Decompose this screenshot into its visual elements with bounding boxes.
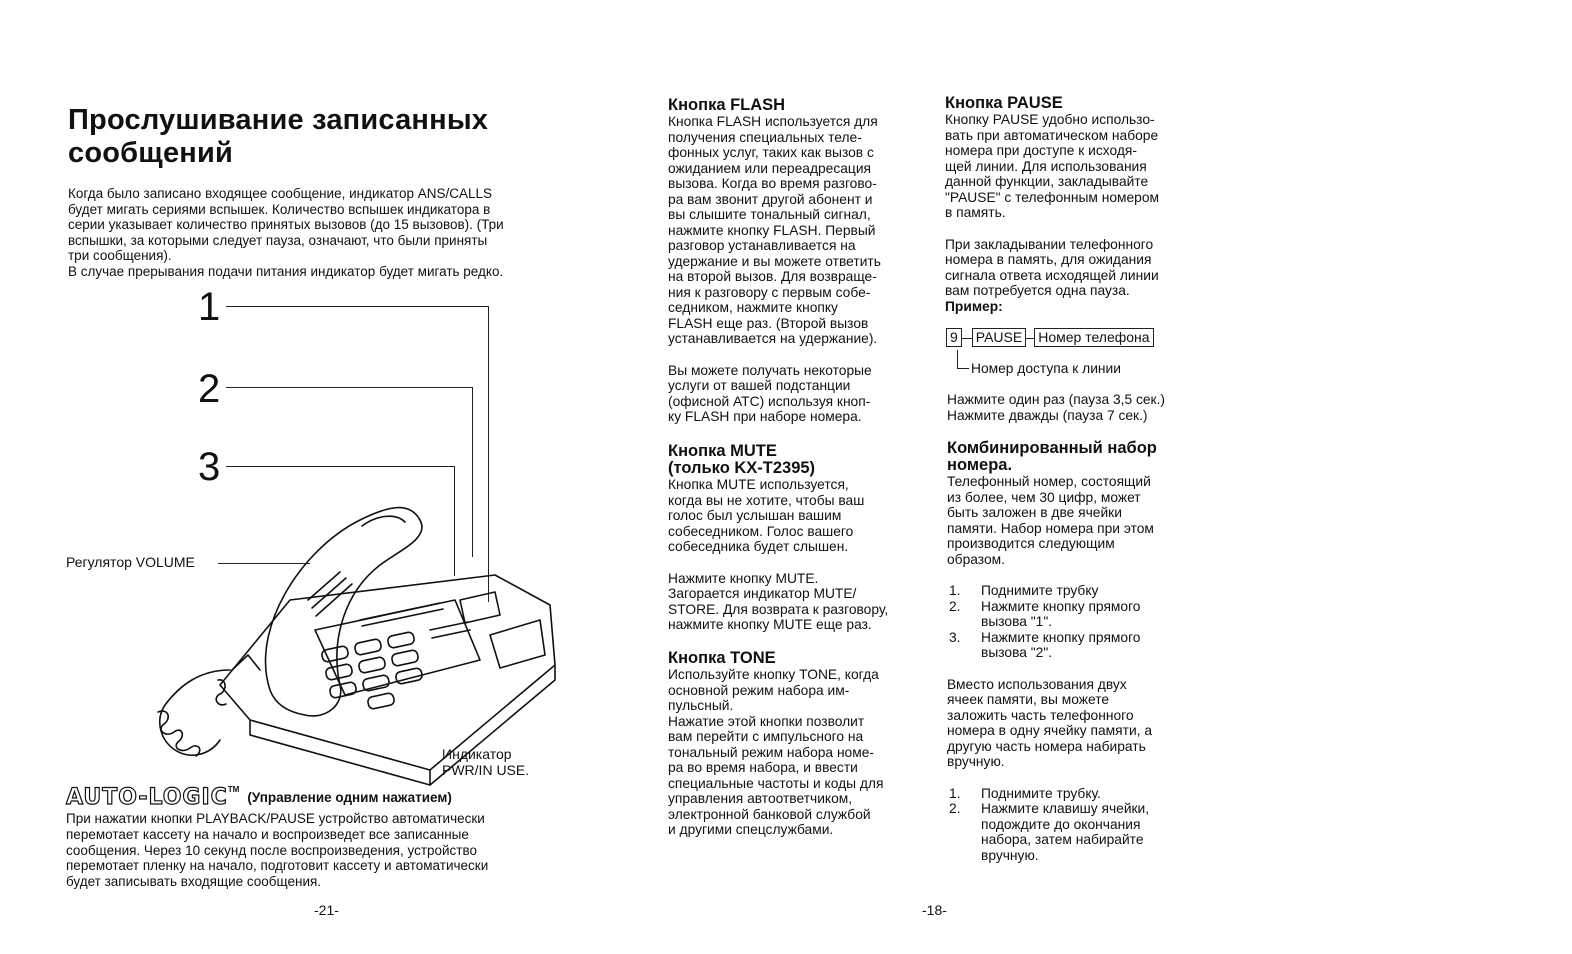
combined-line: номера в одну ячейку памяти, а [947, 723, 1152, 738]
flash-line: ра вам звонит другой абонент и [668, 191, 873, 207]
page-title: Прослушивание записанных сообщений [68, 104, 489, 169]
volume-label: Регулятор VOLUME [66, 554, 195, 570]
flash-line: услуги от вашей подстанции [668, 378, 851, 393]
access-note: Номер доступа к линии [971, 361, 1121, 376]
leader-line-2 [226, 387, 472, 388]
combined-line: ячеек памяти, вы можете [947, 692, 1110, 707]
auto-line: перемотает пленку на начало, подготовит кассету и автоматически [66, 858, 489, 874]
pause-line: в память. [945, 205, 1006, 220]
tone-line: тональный режим набора номе- [668, 744, 874, 760]
auto-line: будет записывать входящие сообщения. [66, 874, 322, 890]
tone-line: специальные частоты и коды для [668, 775, 884, 791]
combined-steps-2 [947, 786, 1217, 864]
mute-line: Кнопка MUTE используется, [668, 477, 849, 492]
flash-line: удержание и вы можете ответить [668, 253, 881, 269]
example-label: Пример: [945, 298, 1003, 314]
mute-section [668, 443, 933, 633]
indicator-label-line: Индикатор [442, 746, 512, 762]
flash-line: Кнопка FLASH используется для [668, 114, 878, 129]
volume-leader [218, 563, 310, 564]
telephone-illustration [100, 480, 560, 790]
example-pause-box: PAUSE [972, 328, 1026, 347]
mute-line: Загорается индикатор MUTE/ [668, 586, 857, 601]
flash-line: ния к разговору с первым собе- [668, 284, 871, 300]
mute-line: STORE. Для возврата к разговору, [668, 601, 889, 617]
example-digit-box: 9 [946, 328, 962, 347]
flash-line: вызова. Когда во время разгово- [668, 176, 877, 191]
auto-line: сообщения. Через 10 секунд после воспроизведения, устройство [66, 842, 478, 858]
tone-heading: Кнопка TONE [668, 649, 776, 667]
pause-line: Кнопку PAUSE удобно использо- [945, 112, 1155, 127]
mute-heading: Кнопка MUTE [668, 442, 777, 460]
trademark-mark: TM [227, 785, 240, 794]
list-item: 2. Нажмите клавишу ячейки, подождите до окончания набора, затем набирайте вручную. [949, 801, 1150, 863]
mute-heading-model: (только KX-T2395) [668, 459, 816, 477]
combined-line: из более, чем 30 цифр, может [947, 489, 1141, 505]
list-item: 3. Нажмите кнопку прямого вызова "2". [949, 629, 1141, 660]
mute-line: нажмите кнопку MUTE еще раз. [668, 617, 872, 632]
pause-line: вать при автоматическом наборе [945, 127, 1159, 143]
pause-line: номера при доступе к исходя- [945, 143, 1137, 158]
combined-steps [947, 583, 1217, 661]
flash-line: устанавливается на удержание). [668, 331, 878, 346]
leader-line-3 [226, 466, 454, 467]
phone-keys [321, 631, 423, 709]
auto-logic-heading [66, 785, 626, 811]
pause-line: "PAUSE" с телефонным номером [945, 189, 1159, 205]
example-number-box: Номер телефона [1034, 328, 1153, 347]
flash-heading: Кнопка FLASH [668, 96, 786, 114]
auto-line: перемотает кассету на начало и воспроизведет все записанные [66, 826, 469, 842]
tone-line: ра во время набора, и ввести [668, 760, 858, 775]
combined-line: производится следующим [947, 536, 1115, 551]
tone-line: управления автоответчиком, [668, 791, 853, 806]
tone-line: основной режим набора им- [668, 682, 850, 698]
flash-line: (офисной АТС) используя кноп- [668, 393, 871, 409]
mute-line: когда вы не хотите, чтобы ваш [668, 492, 865, 508]
intro-line: В случае прерывания подачи питания индикатор будет мигать редко. [68, 263, 504, 279]
flash-line: получения специальных теле- [668, 129, 862, 145]
flash-line: фонных услуг, таких как вызов с [668, 145, 874, 160]
pause-line: номера в память, для ожидания [945, 252, 1152, 267]
pause-heading: Кнопка PAUSE [945, 94, 1063, 112]
pause-line: данной функции, закладывайте [945, 174, 1149, 189]
combined-heading-2: номера. [947, 456, 1013, 474]
pause-line: сигнала ответа исходящей линии [945, 267, 1159, 283]
combined-line: другую часть номера набирать [947, 738, 1146, 754]
access-leader [957, 350, 958, 368]
intro-paragraph [68, 186, 598, 279]
flash-line: Вы можете получать некоторые [668, 362, 872, 378]
flash-line: нажмите кнопку FLASH. Первый [668, 222, 876, 238]
tone-line: электронной банковой службой [668, 806, 871, 822]
combined-section [947, 440, 1217, 863]
leader-line-1 [226, 306, 488, 307]
flash-section [668, 97, 933, 425]
flash-line: ожиданием или переадресация [668, 160, 872, 176]
callout-1: 1 [198, 285, 221, 329]
auto-logic-subtitle: (Управление одним нажатием) [247, 790, 452, 805]
combined-line: заложить часть телефонного [947, 707, 1134, 723]
indicator-label [442, 746, 529, 778]
combined-line: Телефонный номер, состоящий [947, 474, 1151, 489]
flash-line: вы слышите тональный сигнал, [668, 207, 871, 222]
combined-line: Вместо использования двух [947, 676, 1127, 692]
press-twice: Нажмите дважды (пауза 7 сек.) [947, 407, 1148, 423]
tone-line: и другими спецслужбами. [668, 822, 834, 837]
tone-section [668, 650, 933, 838]
pause-line: вам потребуется одна пауза. [945, 283, 1130, 298]
combined-line: образом. [947, 551, 1005, 567]
pause-section [945, 95, 1215, 314]
pause-line: щей линии. Для использования [945, 158, 1147, 174]
auto-logic-paragraph [66, 811, 586, 890]
mute-line: собеседника будет слышен. [668, 539, 849, 554]
flash-line: на второй вызов. Для возвраще- [668, 269, 877, 284]
intro-line: серии указывает количество принятых вызовов (до 15 вызовов). (Три [68, 217, 504, 232]
tone-line: пульсный. [668, 698, 734, 713]
access-leader-h [957, 368, 969, 369]
auto-logic-logo: AUTO-LOGIC [66, 785, 228, 810]
tone-line: Нажатие этой кнопки позволит [668, 713, 865, 729]
flash-line: ку FLASH при наборе номера. [668, 409, 862, 424]
mute-line: Нажмите кнопку MUTE. [668, 570, 819, 586]
intro-line: Когда было записано входящее сообщение, индикатор ANS/CALLS [68, 186, 492, 201]
combined-heading: Комбинированный набор [947, 439, 1157, 457]
phone-cord [160, 670, 230, 755]
page-number-right: -18- [922, 902, 947, 918]
intro-line: будет мигать сериями вспышек. Количество вспышек индикатора в [68, 201, 491, 217]
page-number-left: -21- [314, 902, 339, 918]
tone-line: Используйте кнопку TONE, когда [668, 667, 879, 682]
list-item: 2. Нажмите кнопку прямого вызова "1". [949, 598, 1141, 629]
combined-line: вручную. [947, 754, 1005, 769]
intro-line: вспышки, за которыми следует пауза, означают, что были приняты [68, 232, 488, 248]
callout-2: 2 [198, 367, 221, 411]
mute-line: голос был услышан вашим [668, 508, 842, 523]
pause-line: При закладывании телефонного [945, 236, 1154, 252]
intro-line: три сообщения). [68, 248, 172, 263]
list-item: 1. Поднимите трубку [949, 583, 1099, 598]
flash-line: седником, нажмите кнопку [668, 300, 838, 315]
flash-line: разговор устанавливается на [668, 238, 856, 253]
phone-indicator-window [460, 592, 500, 623]
mute-line: собеседником. Голос вашего [668, 523, 854, 539]
combined-line: памяти. Набор номера при этом [947, 520, 1154, 536]
example-sequence [946, 328, 1206, 350]
press-once: Нажмите один раз (пауза 3,5 сек.) [947, 392, 1166, 407]
list-item: 1. Поднимите трубку. [949, 785, 1101, 801]
auto-line: При нажатии кнопки PLAYBACK/PAUSE устройство автоматически [66, 811, 485, 826]
indicator-label-line: PWR/IN USE. [442, 762, 530, 778]
press-notes [947, 392, 1165, 423]
combined-line: быть заложен в две ячейки [947, 505, 1122, 520]
flash-line: FLASH еще раз. (Второй вызов [668, 315, 869, 331]
tone-line: вам перейти с импульсного на [668, 729, 864, 744]
callout-3: 3 [198, 445, 221, 489]
